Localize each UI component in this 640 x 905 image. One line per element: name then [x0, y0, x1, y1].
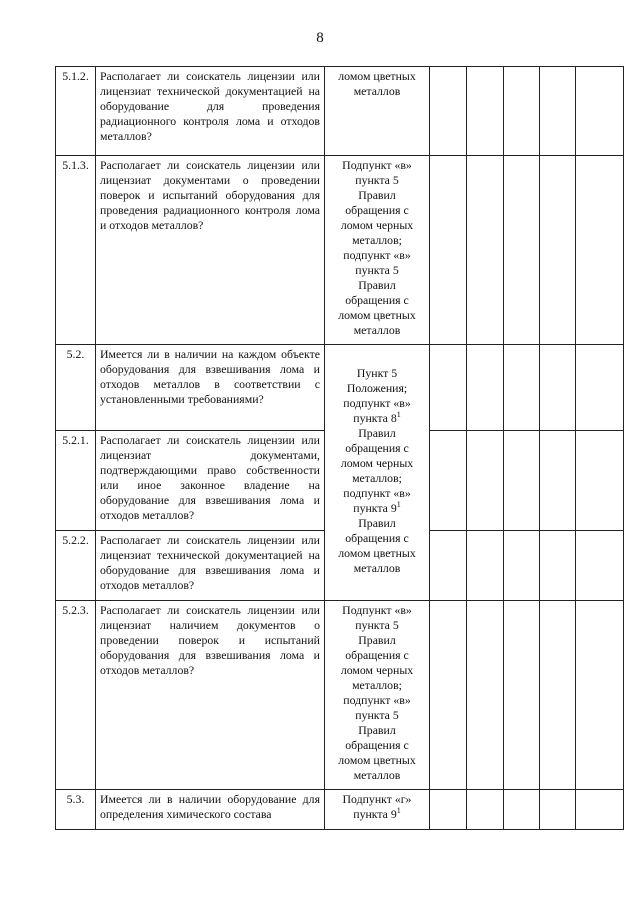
answer-cell: [504, 431, 540, 531]
answer-cell: [540, 531, 576, 601]
answer-cell: [540, 601, 576, 790]
answer-cell: [576, 790, 624, 830]
question-text: Располагает ли соискатель лицензии или лицензиат документами, подтверждающими право собственности или иное законное владение на оборудование для взвешивания лома и отходов металлов?: [96, 431, 325, 531]
answer-cell: [504, 345, 540, 431]
answer-cell: [430, 431, 467, 531]
question-text: Располагает ли соискатель лицензии или лицензиат технической документацией на оборудование для взвешивания лома и отходов металлов?: [96, 531, 325, 601]
answer-cell: [467, 431, 504, 531]
legal-reference: Подпункт «в» пункта 5 Правил обращения с ломом черных металлов; подпункт «в» пункта 5 Правил обращения с ломом цветных металлов: [325, 601, 430, 790]
answer-cell: [576, 431, 624, 531]
answer-cell: [540, 345, 576, 431]
legal-reference: ломом цветных металлов: [325, 67, 430, 156]
checklist-table: [55, 66, 624, 830]
answer-cell: [467, 345, 504, 431]
page-number: 8: [316, 30, 324, 46]
answer-cell: [576, 345, 624, 431]
question-text: Располагает ли соискатель лицензии или лицензиат документами о проведении поверок и испытаний оборудования для проведения радиационного контроля лома и отходов металлов?: [96, 156, 325, 345]
legal-reference: Подпункт «в» пункта 5 Правил обращения с ломом черных металлов; подпункт «в» пункта 5 Правил обращения с ломом цветных металлов: [325, 156, 430, 345]
answer-cell: [430, 790, 467, 830]
answer-cell: [467, 531, 504, 601]
answer-cell: [430, 601, 467, 790]
item-number: 5.1.2.: [56, 67, 96, 156]
answer-cell: [430, 156, 467, 345]
table-row: [56, 790, 624, 830]
item-number: 5.2.3.: [56, 601, 96, 790]
legal-reference: Пункт 5 Положения; подпункт «в» пункта $8^1$ Правил обращения с ломом черных металлов; подпункт «в» пункта $9^1$ Правил обращения с ломом цветных металлов: [325, 345, 430, 601]
question-text: Располагает ли соискатель лицензии или лицензиат технической документацией на оборудование для проведения радиационного контроля лома и отходов металлов?: [96, 67, 325, 156]
answer-cell: [467, 156, 504, 345]
answer-cell: [430, 345, 467, 431]
item-number: 5.1.3.: [56, 156, 96, 345]
question-text: Имеется ли в наличии оборудование для определения химического состава: [96, 790, 325, 830]
answer-cell: [467, 790, 504, 830]
answer-cell: [467, 67, 504, 156]
item-number: 5.2.1.: [56, 431, 96, 531]
item-number: 5.3.: [56, 790, 96, 830]
legal-reference: Подпункт «г» пункта $9^1$: [325, 790, 430, 830]
answer-cell: [540, 431, 576, 531]
question-text: Располагает ли соискатель лицензии или лицензиат наличием документов о проведении поверок и испытаний оборудования для взвешивания лома и отходов металлов?: [96, 601, 325, 790]
item-number: 5.2.2.: [56, 531, 96, 601]
answer-cell: [430, 531, 467, 601]
answer-cell: [576, 67, 624, 156]
answer-cell: [504, 531, 540, 601]
answer-cell: [467, 601, 504, 790]
answer-cell: [576, 601, 624, 790]
table-row: [56, 67, 624, 156]
answer-cell: [504, 67, 540, 156]
table-row: [56, 156, 624, 345]
question-text: Имеется ли в наличии на каждом объекте оборудования для взвешивания лома и отходов металлов в соответствии с установленными требованиями?: [96, 345, 325, 431]
answer-cell: [540, 790, 576, 830]
table-row: [56, 345, 624, 431]
answer-cell: [576, 156, 624, 345]
answer-cell: [504, 156, 540, 345]
table-row: [56, 601, 624, 790]
answer-cell: [430, 67, 467, 156]
answer-cell: [504, 601, 540, 790]
answer-cell: [540, 156, 576, 345]
answer-cell: [540, 67, 576, 156]
answer-cell: [576, 531, 624, 601]
answer-cell: [504, 790, 540, 830]
item-number: 5.2.: [56, 345, 96, 431]
